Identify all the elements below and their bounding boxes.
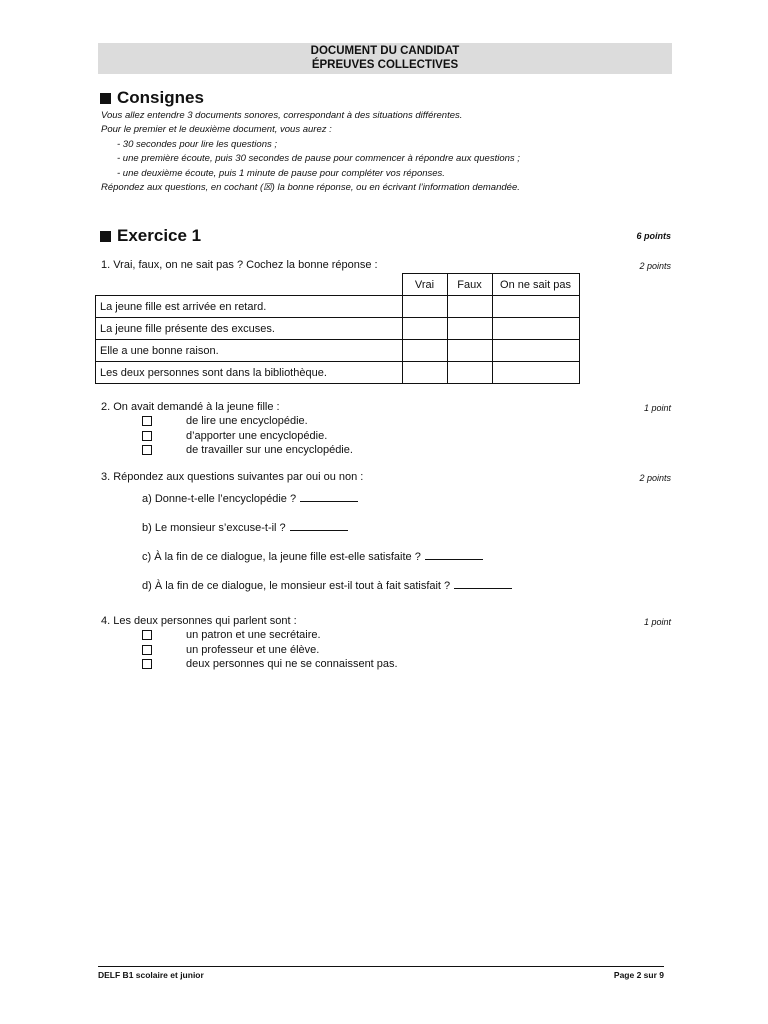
statement-cell: Elle a une bonne raison. bbox=[96, 340, 403, 362]
checkbox[interactable] bbox=[142, 630, 152, 640]
statement-cell: Les deux personnes sont dans la bibliothèque. bbox=[96, 362, 403, 384]
answer-cell-faux[interactable] bbox=[447, 340, 492, 362]
footer-page-number: Page 2 sur 9 bbox=[613, 970, 664, 980]
statement-cell: La jeune fille présente des excuses. bbox=[96, 318, 403, 340]
consignes-text bbox=[101, 109, 661, 195]
option-label: deux personnes qui ne se connaissent pas. bbox=[186, 657, 398, 670]
answer-blank[interactable] bbox=[425, 559, 483, 560]
consignes-line: Répondez aux questions, en cochant (☒) la bonne réponse, ou en écrivant l’information demandée. bbox=[101, 182, 520, 194]
table-header-blank bbox=[96, 274, 403, 296]
question-3a bbox=[142, 493, 358, 505]
question-4-points: 1 point bbox=[643, 617, 671, 627]
exercice-heading bbox=[100, 226, 201, 246]
consignes-line: - 30 secondes pour lire les questions ; bbox=[117, 138, 278, 150]
option-row bbox=[98, 443, 353, 457]
option-label: de lire une encyclopédie. bbox=[186, 415, 308, 428]
question-1-text: 1. Vrai, faux, on ne sait pas ? Cochez la bonne réponse : bbox=[101, 259, 378, 271]
table-row bbox=[96, 296, 580, 318]
question-4-options bbox=[98, 628, 398, 671]
question-3b bbox=[142, 522, 348, 534]
question-3d bbox=[142, 580, 512, 592]
question-3d-text: d) À la fin de ce dialogue, le monsieur est-il tout à fait satisfait ? bbox=[142, 580, 451, 592]
answer-blank[interactable] bbox=[290, 530, 348, 531]
question-3-text: 3. Répondez aux questions suivantes par oui ou non : bbox=[101, 471, 364, 483]
option-row bbox=[98, 414, 353, 428]
statement-cell: La jeune fille est arrivée en retard. bbox=[96, 296, 403, 318]
table-row bbox=[96, 362, 580, 384]
column-header-faux: Faux bbox=[447, 274, 492, 296]
option-label: de travailler sur une encyclopédie. bbox=[186, 443, 353, 456]
checkbox[interactable] bbox=[142, 445, 152, 455]
true-false-table bbox=[95, 273, 580, 384]
square-bullet-icon bbox=[100, 231, 111, 242]
document-header bbox=[98, 43, 672, 74]
option-row bbox=[98, 428, 353, 442]
answer-cell-on-ne-sait-pas[interactable] bbox=[492, 318, 579, 340]
option-row bbox=[98, 642, 398, 656]
checkbox[interactable] bbox=[142, 645, 152, 655]
consignes-line: Vous allez entendre 3 documents sonores, correspondant à des situations différentes. bbox=[101, 110, 463, 121]
question-2-text: 2. On avait demandé à la jeune fille : bbox=[101, 401, 280, 413]
column-header-on-ne-sait-pas: On ne sait pas bbox=[492, 274, 579, 296]
header-line-2: ÉPREUVES COLLECTIVES bbox=[311, 59, 459, 71]
consignes-heading bbox=[100, 88, 204, 108]
exercice-points: 6 points bbox=[636, 231, 671, 241]
question-2-points: 1 point bbox=[643, 403, 671, 413]
question-2-options bbox=[98, 414, 353, 457]
answer-cell-vrai[interactable] bbox=[402, 296, 447, 318]
table-row bbox=[96, 340, 580, 362]
consignes-line: - une première écoute, puis 30 secondes de pause pour commencer à répondre aux questions ; bbox=[117, 153, 520, 165]
question-3b-text: b) Le monsieur s’excuse-t-il ? bbox=[142, 522, 286, 534]
question-4-text: 4. Les deux personnes qui parlent sont : bbox=[101, 615, 297, 627]
column-header-vrai: Vrai bbox=[402, 274, 447, 296]
square-bullet-icon bbox=[100, 93, 111, 104]
question-3-points: 2 points bbox=[639, 473, 671, 483]
consignes-line: - une deuxième écoute, puis 1 minute de pause pour compléter vos réponses. bbox=[117, 167, 445, 179]
option-row bbox=[98, 628, 398, 642]
answer-cell-faux[interactable] bbox=[447, 296, 492, 318]
header-line-1: DOCUMENT DU CANDIDAT bbox=[310, 45, 460, 57]
option-label: un patron et une secrétaire. bbox=[186, 629, 321, 642]
answer-cell-on-ne-sait-pas[interactable] bbox=[492, 296, 579, 318]
question-3c bbox=[142, 551, 483, 563]
table-header-row bbox=[96, 274, 580, 296]
table-row bbox=[96, 318, 580, 340]
consignes-title: Consignes bbox=[117, 88, 204, 107]
answer-cell-vrai[interactable] bbox=[402, 318, 447, 340]
checkbox[interactable] bbox=[142, 659, 152, 669]
footer-divider bbox=[98, 966, 664, 967]
option-label: un professeur et une élève. bbox=[186, 643, 320, 656]
checkbox[interactable] bbox=[142, 431, 152, 441]
answer-cell-vrai[interactable] bbox=[402, 340, 447, 362]
answer-cell-faux[interactable] bbox=[447, 318, 492, 340]
question-3c-text: c) À la fin de ce dialogue, la jeune fille est-elle satisfaite ? bbox=[142, 551, 421, 563]
footer-left: DELF B1 scolaire et junior bbox=[98, 970, 204, 980]
option-row bbox=[98, 657, 398, 671]
consignes-line: Pour le premier et le deuxième document, vous aurez : bbox=[101, 124, 332, 136]
answer-cell-on-ne-sait-pas[interactable] bbox=[492, 340, 579, 362]
answer-cell-vrai[interactable] bbox=[402, 362, 447, 384]
question-1-points: 2 points bbox=[639, 261, 671, 271]
checkbox[interactable] bbox=[142, 416, 152, 426]
answer-blank[interactable] bbox=[454, 588, 512, 589]
question-3a-text: a) Donne-t-elle l’encyclopédie ? bbox=[142, 493, 297, 505]
exercice-title: Exercice 1 bbox=[117, 226, 202, 245]
answer-cell-on-ne-sait-pas[interactable] bbox=[492, 362, 579, 384]
option-label: d’apporter une encyclopédie. bbox=[186, 429, 328, 442]
answer-blank[interactable] bbox=[300, 501, 358, 502]
answer-cell-faux[interactable] bbox=[447, 362, 492, 384]
